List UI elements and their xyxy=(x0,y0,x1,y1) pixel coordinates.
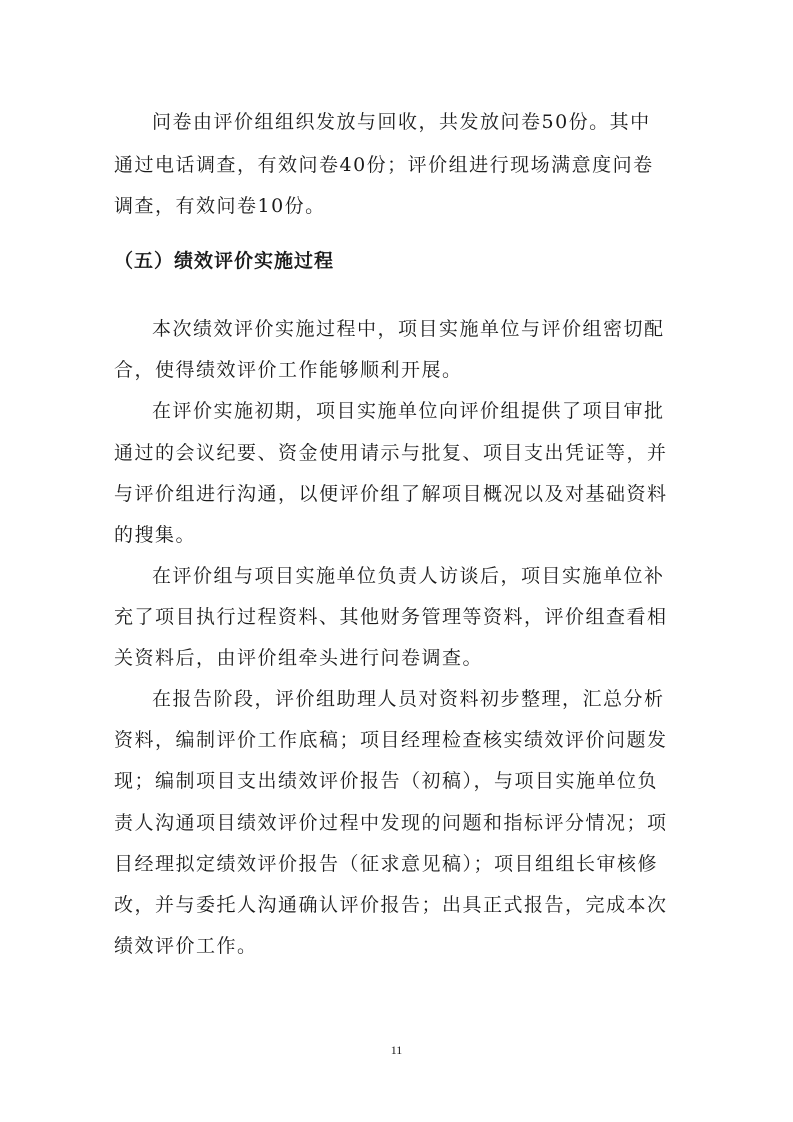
paragraph-line: 绩效评价工作。 xyxy=(114,935,258,957)
paragraph-line: 在评价实施初期，项目实施单位向评价组提供了项目审批 xyxy=(152,400,665,422)
section-heading: （五）绩效评价实施过程 xyxy=(114,250,335,272)
paragraph-line: 与评价组进行沟通，以便评价组了解项目概况以及对基础资料 xyxy=(114,483,668,505)
paragraph-line: 调查，有效问卷10份。 xyxy=(114,195,326,217)
page-number: 11 xyxy=(390,1043,403,1057)
paragraph-line: 责人沟通项目绩效评价过程中发现的问题和指标评分情况；项 xyxy=(114,812,668,834)
paragraph-line: 的搜集。 xyxy=(114,524,197,546)
paragraph-line: 充了项目执行过程资料、其他财务管理等资料，评价组查看相 xyxy=(114,606,668,628)
paragraph-line: 改，并与委托人沟通确认评价报告；出具正式报告，完成本次 xyxy=(114,894,668,916)
paragraph-line: 关资料后，由评价组牵头进行问卷调查。 xyxy=(114,647,484,669)
paragraph-line: 在报告阶段，评价组助理人员对资料初步整理，汇总分析 xyxy=(152,688,665,710)
paragraph-line: 通过电话调查，有效问卷40份；评价组进行现场满意度问卷 xyxy=(114,154,654,176)
paragraph-line: 合，使得绩效评价工作能够顺利开展。 xyxy=(114,359,463,381)
paragraph-line: 现；编制项目支出绩效评价报告（初稿），与项目实施单位负 xyxy=(114,770,659,792)
paragraph-line: 问卷由评价组组织发放与回收，共发放问卷50份。其中 xyxy=(152,111,651,133)
paragraph-line: 本次绩效评价实施过程中，项目实施单位与评价组密切配 xyxy=(152,318,665,340)
paragraph-line: 通过的会议纪要、资金使用请示与批复、项目支出凭证等，并 xyxy=(114,442,668,464)
paragraph-line: 目经理拟定绩效评价报告（征求意见稿）；项目组组长审核修 xyxy=(114,853,659,875)
paragraph-line: 在评价组与项目实施单位负责人访谈后，项目实施单位补 xyxy=(152,565,665,587)
paragraph-line: 资料，编制评价工作底稿；项目经理检查核实绩效评价问题发 xyxy=(114,729,668,751)
